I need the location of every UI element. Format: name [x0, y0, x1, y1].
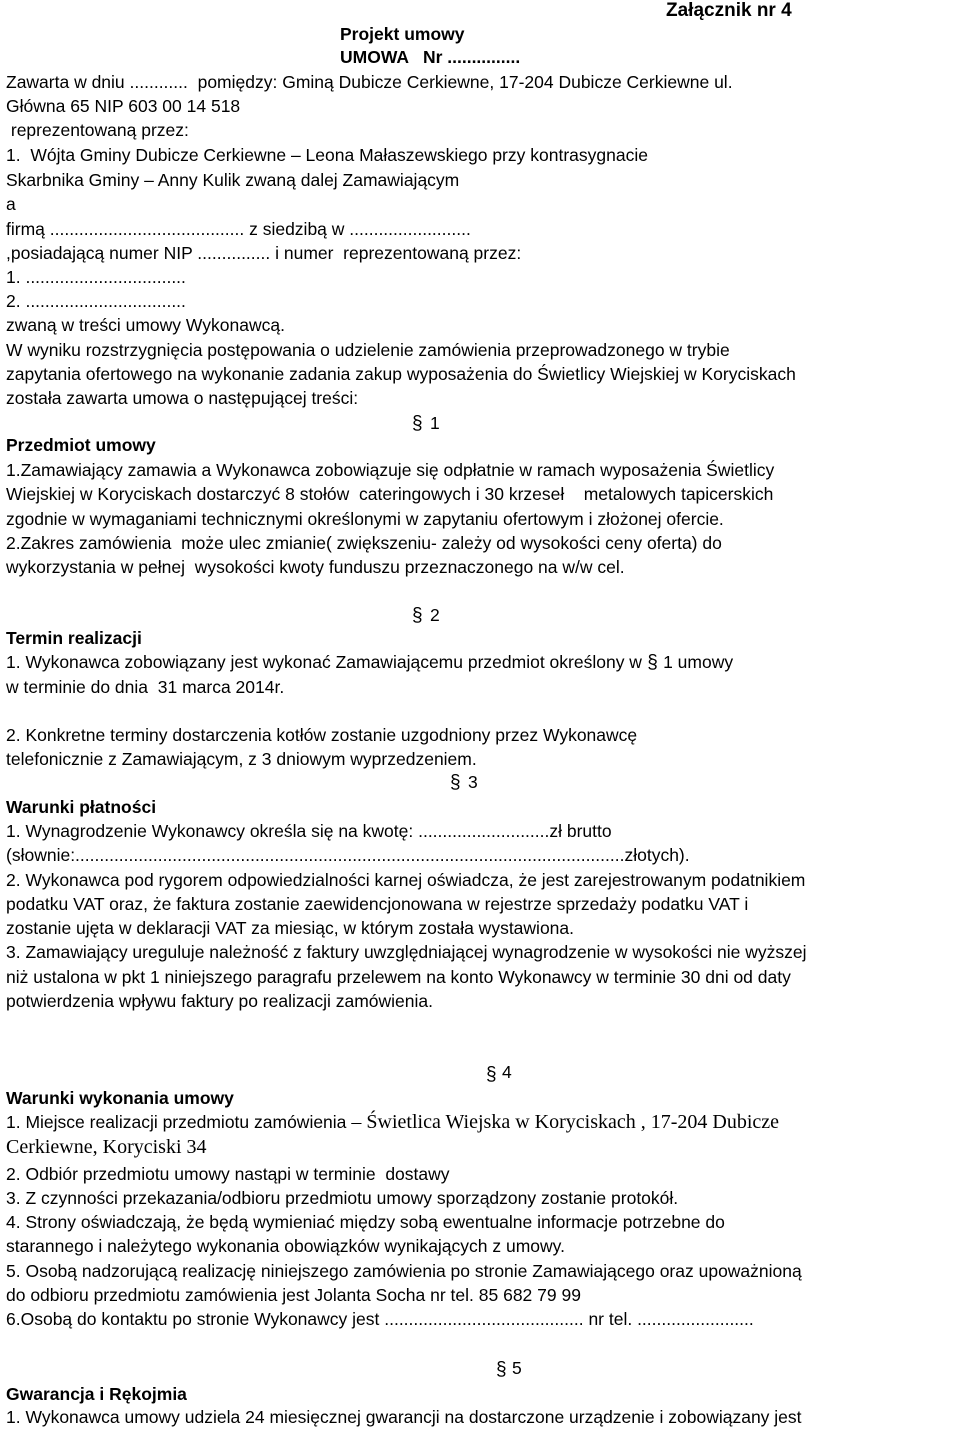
- body-line: Wiejskiej w Koryciskach dostarczyć 8 stołów cateringowych i 30 krzeseł metalowych tapicerskich: [6, 484, 774, 504]
- body-line: Cerkiewne, Koryciski 34: [6, 1136, 207, 1158]
- body-line: potwierdzenia wpływu faktury po realizacji zamówienia.: [6, 991, 433, 1011]
- section-title: Przedmiot umowy: [6, 435, 156, 455]
- contract-number: UMOWA Nr ...............: [340, 47, 521, 67]
- attachment-label: Załącznik nr 4: [666, 0, 792, 21]
- project-label: Projekt umowy: [340, 24, 465, 44]
- body-line: 2.Zakres zamówienia może ulec zmianie( zwiększeniu- zależy od wysokości ceny oferta) do: [6, 533, 722, 553]
- body-line: 3. Z czynności przekazania/odbioru przedmiotu umowy sporządzony zostanie protokół.: [6, 1188, 679, 1208]
- body-line: do odbioru przedmiotu zamówienia jest Jolanta Socha nr tel. 85 682 79 99: [6, 1285, 581, 1305]
- body-line: zostanie ujęta w deklaracji VAT za miesiąc, w którym została wystawiona.: [6, 918, 574, 938]
- section-number: 2: [430, 605, 440, 625]
- intro-line: zapytania ofertowego na wykonanie zadania zakup wyposażenia do Świetlicy Wiejskiej w Koryciskach: [6, 364, 796, 384]
- body-line: zgodnie w wymaganiami technicznymi określonymi w zapytaniu ofertowym i złożonej ofercie.: [6, 509, 724, 529]
- body-line: [6, 651, 733, 674]
- body-line: 6.Osobą do kontaktu po stronie Wykonawcy jest ......................................... nr tel. ........................: [6, 1309, 754, 1329]
- location-text: – Świetlica Wiejska w Koryciskach , 17-204 Dubicze: [346, 1111, 780, 1133]
- body-line: starannego i należytego wykonania obowiązków wynikających z umowy.: [6, 1236, 565, 1256]
- body-line: 5. Osobą nadzorującą realizację niniejszego zamówienia po stronie Zamawiającego oraz upoważnioną: [6, 1261, 802, 1281]
- body-line: podatku VAT oraz, że faktura zostanie zaewidencjonowana w rejestrze sprzedaży podatku VAT i: [6, 894, 749, 914]
- intro-line: Zawarta w dniu ............ pomiędzy: Gminą Dubicze Cerkiewne, 17-204 Dubicze Cerkiewne ul.: [6, 72, 733, 92]
- body-line: 2. Wykonawca pod rygorem odpowiedzialności karnej oświadcza, że jest zarejestrowanym podatnikiem: [6, 870, 806, 890]
- section-number: 3: [468, 772, 478, 792]
- body-text: 1. Miejsce realizacji przedmiotu zamówienia: [6, 1112, 347, 1132]
- section-number: 1: [430, 413, 440, 433]
- body-line: telefonicznie z Zamawiającym, z 3 dniowym wyprzedzeniem.: [6, 749, 477, 769]
- body-line: wykorzystania w pełnej wysokości kwoty funduszu przeznaczonego na w/w cel.: [6, 557, 625, 577]
- body-line: 4. Strony oświadczają, że będą wymieniać między sobą ewentualne informacje potrzebne do: [6, 1212, 725, 1232]
- intro-line: W wyniku rozstrzygnięcia postępowania o udzielenie zamówienia przeprowadzonego w trybie: [6, 340, 730, 360]
- section-sign-icon: §: [450, 772, 461, 793]
- section-title: Warunki płatności: [6, 797, 157, 817]
- intro-line: zwaną w treści umowy Wykonawcą.: [6, 315, 285, 335]
- intro-line: 1. Wójta Gminy Dubicze Cerkiewne – Leona Małaszewskiego przy kontrasygnacie: [6, 145, 648, 165]
- body-line: [6, 1111, 779, 1133]
- intro-line: 1. .................................: [6, 267, 186, 287]
- section-sign-icon: §: [412, 605, 423, 626]
- body-line: w terminie do dnia 31 marca 2014r.: [6, 677, 285, 697]
- intro-line: Główna 65 NIP 603 00 14 518: [6, 96, 241, 116]
- intro-line: Skarbnika Gminy – Anny Kulik zwaną dalej Zamawiającym: [6, 170, 460, 190]
- body-line: niż ustalona w pkt 1 niniejszego paragrafu przelewem na konto Wykonawcy w terminie 30 dni od daty: [6, 967, 791, 987]
- section-sign-icon: §: [496, 1359, 507, 1380]
- body-line: (słownie:.................................................................................................................złotych).: [6, 845, 690, 865]
- body-line: 2. Odbiór przedmiotu umowy nastąpi w terminie dostawy: [6, 1164, 450, 1184]
- section-sign-icon: §: [641, 652, 664, 673]
- section-sign-icon: §: [486, 1064, 497, 1085]
- section-number: 4: [502, 1062, 512, 1082]
- body-text: 1 umowy: [663, 652, 734, 672]
- body-line: 1.Zamawiający zamawia a Wykonawca zobowiązuje się odpłatnie w ramach wyposażenia Świetlicy: [6, 460, 775, 480]
- section-sign-icon: §: [412, 413, 423, 434]
- section-number: 5: [512, 1358, 522, 1378]
- section-title: Warunki wykonania umowy: [6, 1088, 234, 1108]
- intro-line: ,posiadającą numer NIP ............... i numer reprezentowaną przez:: [6, 243, 522, 263]
- section-title: Gwarancja i Rękojmia: [6, 1384, 187, 1404]
- body-line: 1. Wykonawca umowy udziela 24 miesięcznej gwarancji na dostarczone urządzenie i zobowiązany jest: [6, 1407, 802, 1427]
- body-text: 1. Wykonawca zobowiązany jest wykonać Zamawiającemu przedmiot określony w: [6, 652, 642, 672]
- body-line: 3. Zamawiający ureguluje należność z faktury uwzględniającej wynagrodzenie w wysokości nie wyższej: [6, 942, 807, 962]
- section-title: Termin realizacji: [6, 628, 142, 648]
- intro-line: firmą ........................................ z siedzibą w .........................: [6, 219, 471, 239]
- body-line: 2. Konkretne terminy dostarczenia kotłów zostanie uzgodniony przez Wykonawcę: [6, 725, 638, 745]
- body-line: 1. Wynagrodzenie Wykonawcy określa się na kwotę: ...........................zł brutto: [6, 821, 612, 841]
- intro-line: 2. .................................: [6, 291, 186, 311]
- intro-line: a: [6, 194, 16, 214]
- intro-line: reprezentowaną przez:: [6, 120, 189, 140]
- intro-line: została zawarta umowa o następującej treści:: [6, 388, 359, 408]
